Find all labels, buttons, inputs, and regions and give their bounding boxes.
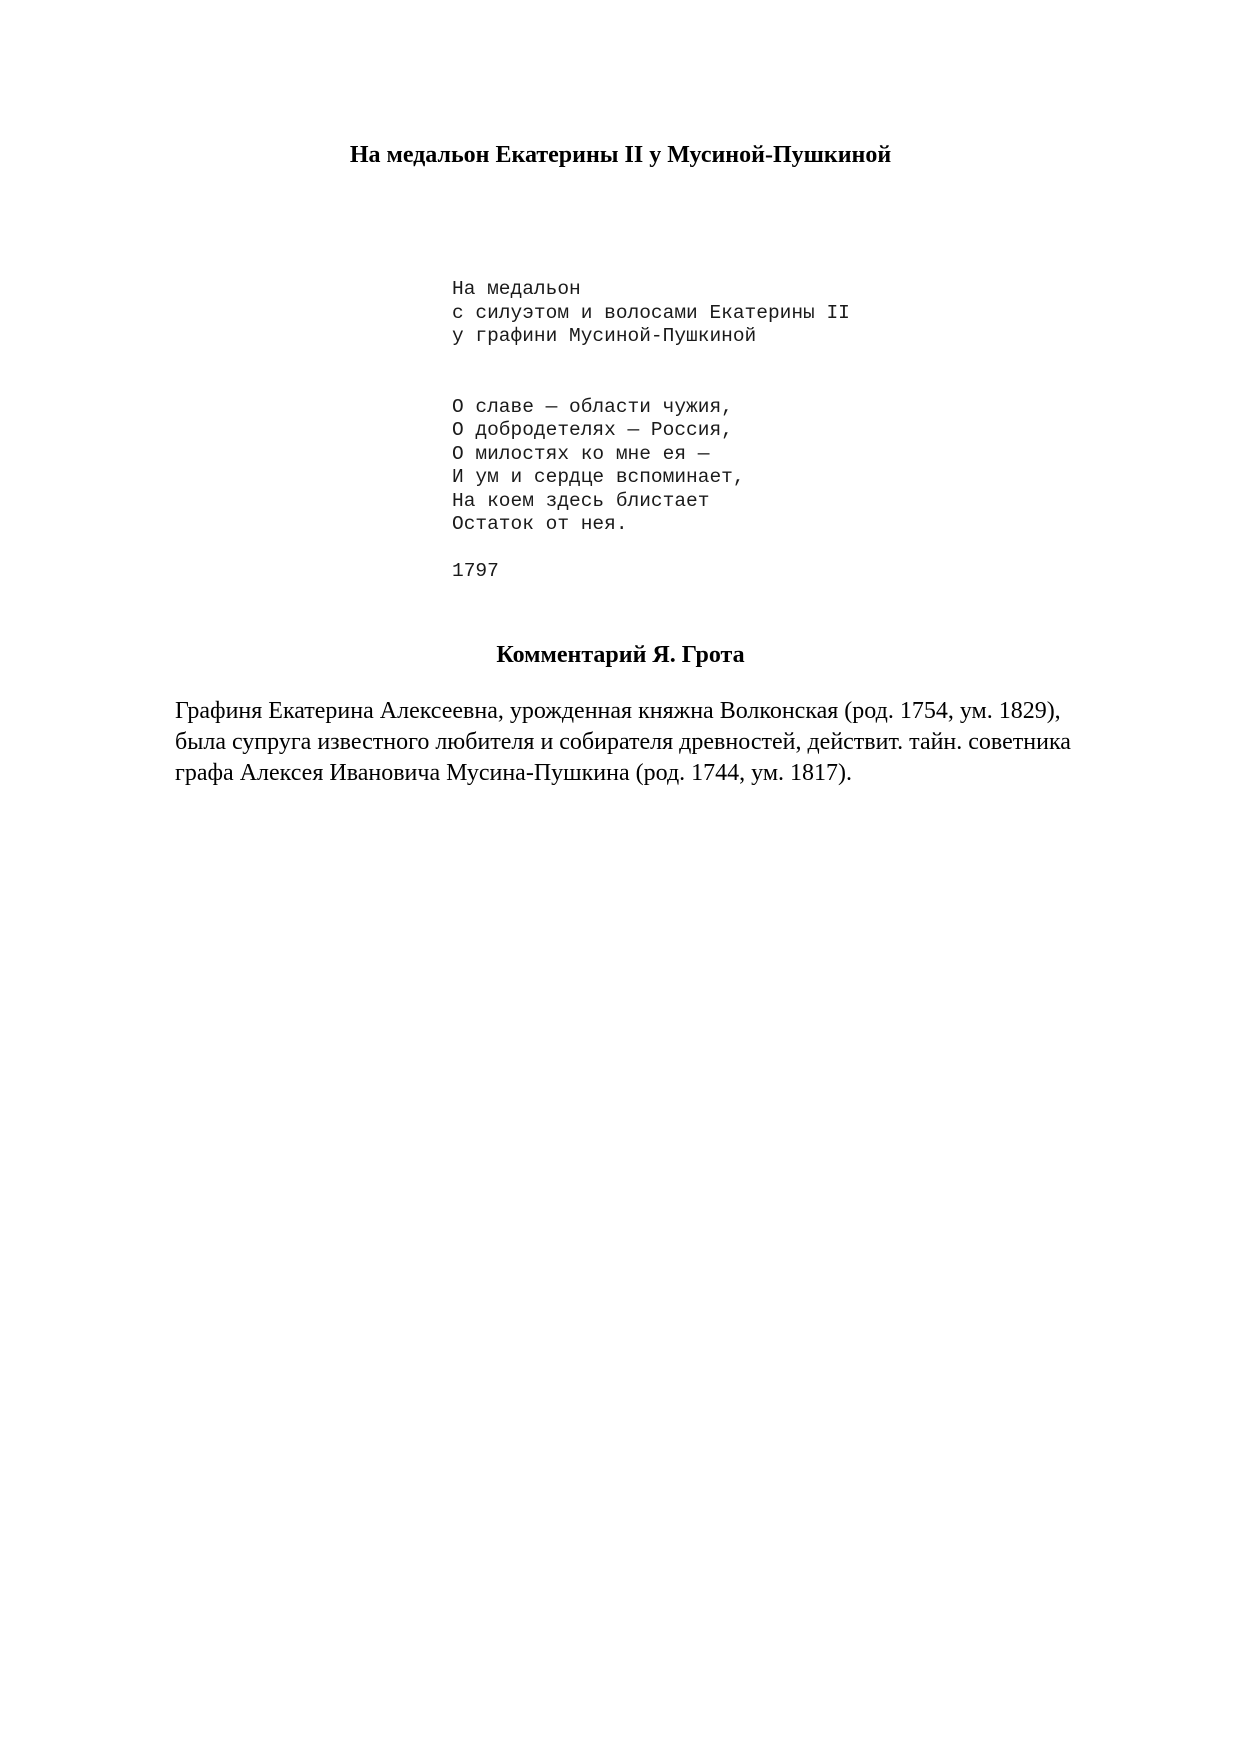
verse-line: О добродетелях — Россия, bbox=[452, 419, 733, 441]
verse-line: И ум и сердце вспоминает, bbox=[452, 466, 745, 488]
commentary-line: была супруга известного любителя и собирателя древностей, действит. тайн. советника bbox=[175, 729, 1071, 755]
verse-line: О милостях ко мне ея — bbox=[452, 442, 710, 465]
poem-year bbox=[452, 560, 850, 584]
verse-line: О славе — области чужия, bbox=[452, 395, 733, 418]
commentary-line: Графиня Екатерина Алексеевна, урожденная княжна Волконская (род. 1754, ум. 1829), bbox=[175, 698, 1061, 724]
poem-dedication bbox=[452, 278, 850, 349]
poem-year-text: 1797 bbox=[452, 560, 499, 582]
dedication-line: у графини Мусиной-Пушкиной bbox=[452, 325, 757, 347]
page-title: На медальон Екатерины II у Мусиной-Пушкиной bbox=[349, 142, 892, 168]
dedication-line: На медальон bbox=[452, 278, 581, 300]
dedication-line: с силуэтом и волосами Екатерины II bbox=[452, 301, 850, 324]
commentary-line: графа Алексея Ивановича Мусина-Пушкина (род. 1744, ум. 1817). bbox=[175, 760, 853, 786]
verse-line: На коем здесь блистает bbox=[452, 489, 710, 512]
verse-line: Остаток от нея. bbox=[452, 513, 628, 535]
commentary-title: Комментарий Я. Грота bbox=[496, 642, 745, 668]
commentary-text bbox=[175, 696, 1135, 789]
poem-verse bbox=[452, 396, 850, 537]
poem bbox=[452, 278, 850, 584]
